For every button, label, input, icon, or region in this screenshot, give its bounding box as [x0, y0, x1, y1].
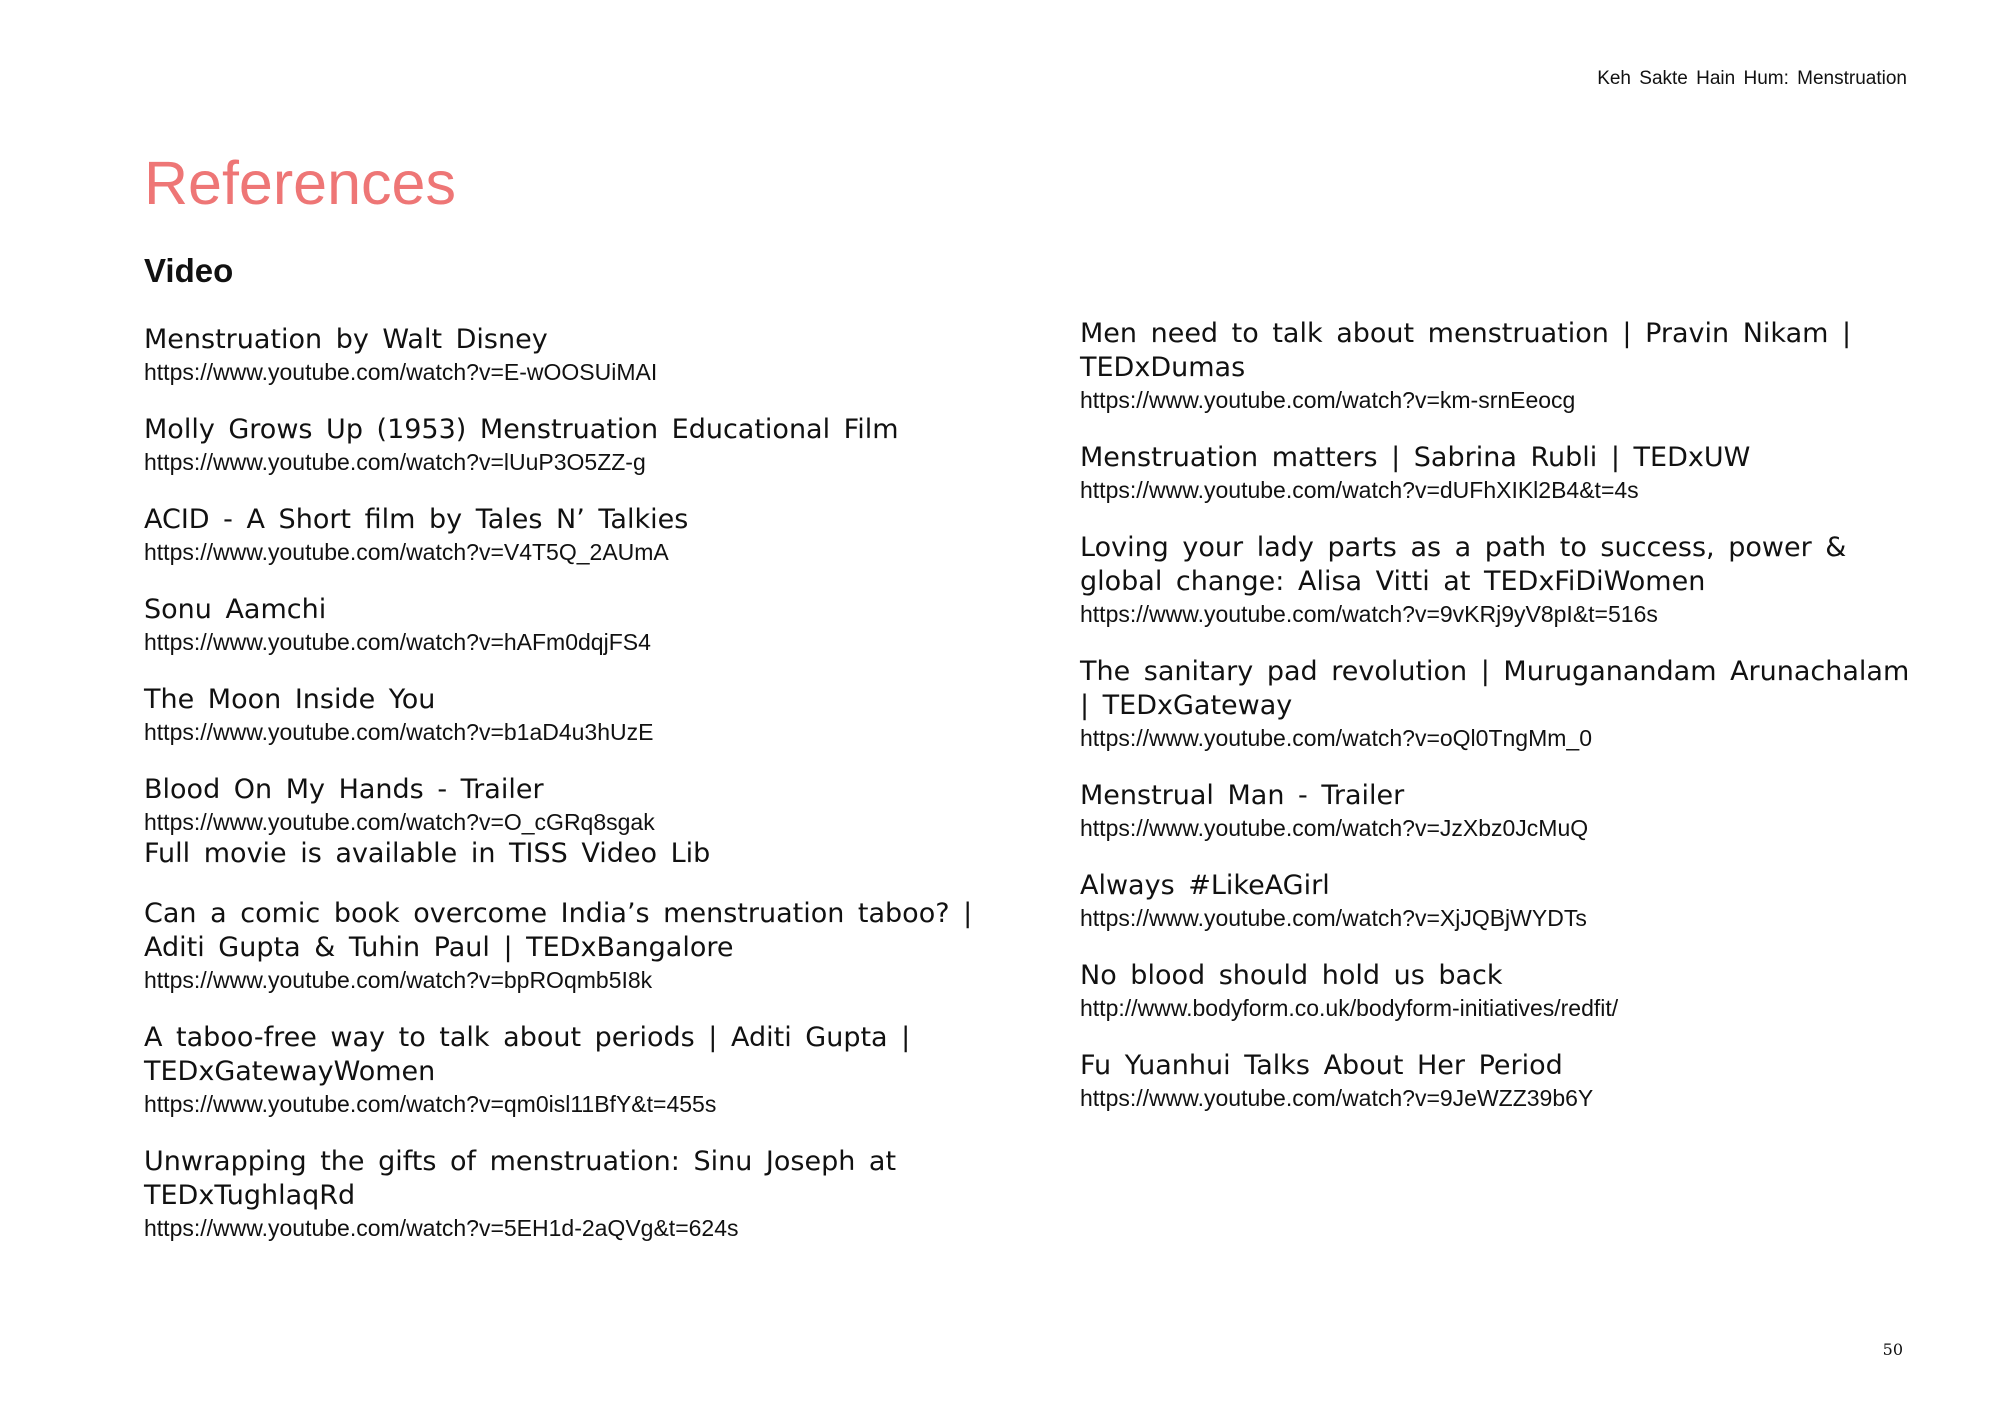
reference-url[interactable]: https://www.youtube.com/watch?v=dUFhXIKl2B4&t=4s — [1080, 477, 1639, 503]
reference-title: The Moon Inside You — [144, 684, 436, 715]
reference-item — [144, 683, 974, 747]
reference-url[interactable]: https://www.youtube.com/watch?v=O_cGRq8sgak — [144, 809, 655, 835]
reference-title: Always #LikeAGirl — [1080, 870, 1330, 901]
reference-title: Men need to talk about menstruation | Pravin Nikam | TEDxDumas — [1080, 318, 1852, 383]
reference-title: Loving your lady parts as a path to success, power & global change: Alisa Vitti at TEDxFiDiWomen — [1080, 532, 1847, 597]
reference-title: Blood On My Hands - Trailer — [144, 774, 544, 805]
reference-item — [1080, 1049, 1910, 1113]
page-title: References — [144, 149, 456, 217]
reference-item — [144, 593, 974, 657]
reference-item — [144, 1021, 974, 1119]
reference-url[interactable]: https://www.youtube.com/watch?v=9JeWZZ39b6Y — [1080, 1085, 1594, 1111]
reference-url[interactable]: https://www.youtube.com/watch?v=lUuP3O5ZZ-g — [144, 449, 646, 475]
reference-title: Molly Grows Up (1953) Menstruation Educational Film — [144, 414, 899, 445]
reference-url[interactable]: https://www.youtube.com/watch?v=b1aD4u3hUzE — [144, 719, 654, 745]
reference-url[interactable]: https://www.youtube.com/watch?v=9vKRj9yV8pI&t=516s — [1080, 601, 1658, 627]
reference-title: Menstrual Man - Trailer — [1080, 780, 1405, 811]
reference-title: Fu Yuanhui Talks About Her Period — [1080, 1050, 1563, 1081]
section-heading: Video — [144, 252, 234, 289]
reference-title: Can a comic book overcome India’s menstruation taboo? | Aditi Gupta & Tuhin Paul | TEDxBangalore — [144, 898, 973, 963]
reference-item — [1080, 959, 1910, 1023]
reference-item — [1080, 655, 1910, 753]
reference-note: Full movie is available in TISS Video Lib — [144, 838, 711, 869]
reference-url[interactable]: https://www.youtube.com/watch?v=V4T5Q_2AUmA — [144, 539, 669, 565]
left-reference-column — [144, 323, 974, 1269]
reference-item — [1080, 869, 1910, 933]
reference-url[interactable]: https://www.youtube.com/watch?v=JzXbz0JcMuQ — [1080, 815, 1589, 841]
reference-url[interactable]: https://www.youtube.com/watch?v=km-srnEeocg — [1080, 387, 1576, 413]
reference-item — [144, 897, 974, 995]
reference-title: Sonu Aamchi — [144, 594, 327, 625]
reference-title: Menstruation by Walt Disney — [144, 324, 548, 355]
reference-url[interactable]: https://www.youtube.com/watch?v=oQl0TngMm_0 — [1080, 725, 1592, 751]
page-number: 50 — [1882, 1340, 1903, 1359]
reference-url[interactable]: https://www.youtube.com/watch?v=qm0isl11BfY&t=455s — [144, 1091, 717, 1117]
reference-url[interactable]: https://www.youtube.com/watch?v=hAFm0dqjFS4 — [144, 629, 651, 655]
reference-url[interactable]: https://www.youtube.com/watch?v=5EH1d-2aQVg&t=624s — [144, 1215, 739, 1241]
reference-url[interactable]: https://www.youtube.com/watch?v=XjJQBjWYDTs — [1080, 905, 1587, 931]
reference-item — [144, 503, 974, 567]
right-reference-column — [1080, 317, 1910, 1139]
reference-item — [144, 413, 974, 477]
reference-title: Unwrapping the gifts of menstruation: Sinu Joseph at TEDxTughlaqRd — [144, 1146, 897, 1211]
reference-item — [144, 1145, 974, 1243]
reference-title: ACID - A Short film by Tales N’ Talkies — [144, 504, 689, 535]
running-header: Keh Sakte Hain Hum: Menstruation — [1597, 68, 1907, 89]
reference-title: No blood should hold us back — [1080, 960, 1503, 991]
reference-title: Menstruation matters | Sabrina Rubli | TEDxUW — [1080, 442, 1751, 473]
reference-item — [1080, 441, 1910, 505]
reference-item — [1080, 531, 1910, 629]
reference-url[interactable]: https://www.youtube.com/watch?v=bpROqmb5I8k — [144, 967, 653, 993]
reference-item — [144, 773, 974, 871]
reference-item — [1080, 779, 1910, 843]
reference-url[interactable]: https://www.youtube.com/watch?v=E-wOOSUiMAI — [144, 359, 658, 385]
reference-title: The sanitary pad revolution | Muruganandam Arunachalam | TEDxGateway — [1080, 656, 1910, 721]
reference-item — [1080, 317, 1910, 415]
reference-url[interactable]: http://www.bodyform.co.uk/bodyform-initiatives/redfit/ — [1080, 995, 1619, 1021]
reference-title: A taboo-free way to talk about periods | Aditi Gupta | TEDxGatewayWomen — [144, 1022, 911, 1087]
reference-item — [144, 323, 974, 387]
